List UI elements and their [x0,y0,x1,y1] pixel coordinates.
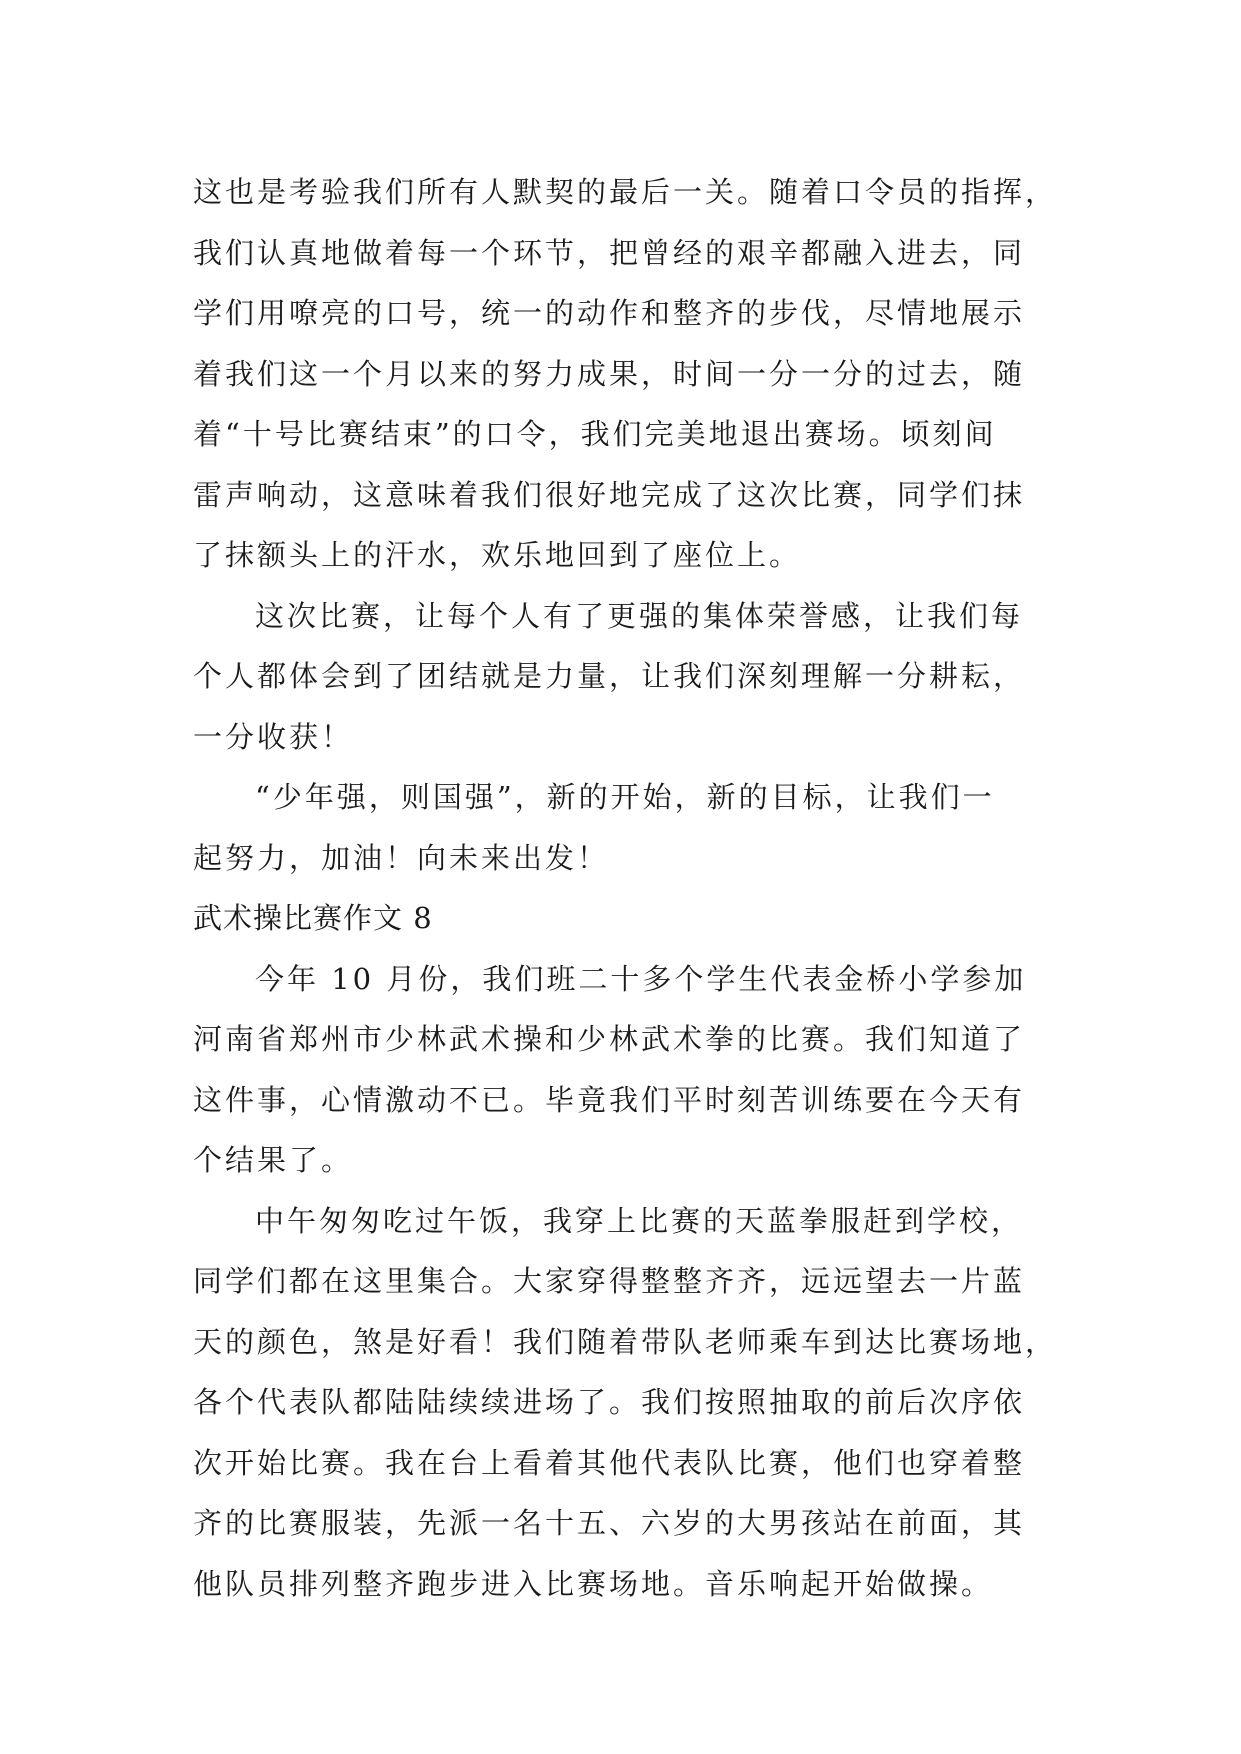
text-line: 次开始比赛。我在台上看着其他代表队比赛，他们也穿着整 [193,1445,1026,1480]
text-line: 个人都体会到了团结就是力量，让我们深刻理解一分耕耘， [193,659,1026,693]
text-line: 这也是考验我们所有人默契的最后一关。随着口令员的指挥， [193,175,1058,209]
text-line: 个结果了。 [193,1143,354,1177]
paragraph-first-line: 这次比赛，让每个人有了更强的集体荣誉感，让我们每 [255,598,1024,633]
paragraph-first-line: 中午匆匆吃过午饭，我穿上比赛的天蓝拳服赶到学校， [255,1203,1024,1238]
text-line: 着我们这一个月以来的努力成果，时间一分一分的过去，随 [193,356,1026,391]
text-line: 起努力，加油！向未来出发！ [193,840,610,875]
paragraph-first-line: 今年 10 月份，我们班二十多个学生代表金桥小学参加 [255,961,1027,996]
text-line: 着“十号比赛结束”的口令，我们完美地退出赛场。顷刻间 [193,417,997,451]
text-line: 雷声响动，这意味着我们很好地完成了这次比赛，同学们抹 [193,477,1026,512]
text-line: 河南省郑州市少林武术操和少林武术拳的比赛。我们知道了 [193,1022,1026,1056]
text-line: 我们认真地做着每一个环节，把曾经的艰辛都融入进去，同 [193,235,1026,270]
text-line: 学们用嘹亮的口号，统一的动作和整齐的步伐，尽情地展示 [193,296,1026,330]
text-line: 这件事，心情激动不已。毕竟我们平时刻苦训练要在今天有 [193,1082,1026,1117]
text-line: 一分收获！ [193,719,354,754]
text-line: 天的颜色，煞是好看！我们随着带队老师乘车到达比赛场地， [193,1324,1058,1359]
text-line: 了抹额头上的汗水，欢乐地回到了座位上。 [193,538,802,572]
section-heading: 武术操比赛作文 8 [193,901,433,935]
text-line: 各个代表队都陆陆续续进场了。我们按照抽取的前后次序依 [193,1385,1026,1419]
text-line: 齐的比赛服装，先派一名十五、六岁的大男孩站在前面，其 [193,1506,1026,1540]
paragraph-first-line: “少年强，则国强”，新的开始，新的目标，让我们一 [255,780,995,814]
text-line: 他队员排列整齐跑步进入比赛场地。音乐响起开始做操。 [193,1566,994,1601]
document-body [193,162,1093,1614]
text-line: 同学们都在这里集合。大家穿得整整齐齐，远远望去一片蓝 [193,1264,1026,1298]
